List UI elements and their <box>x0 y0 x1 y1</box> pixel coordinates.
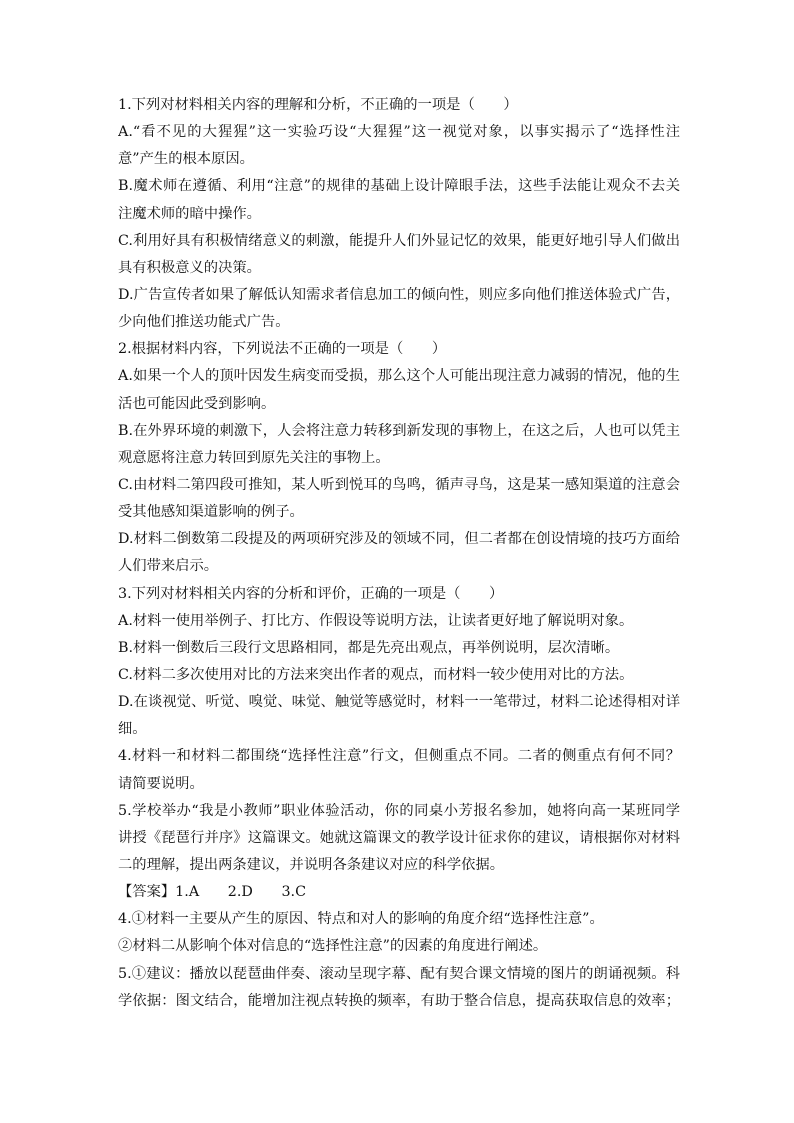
question-1-option-d: D.广告宣传者如果了解低认知需求者信息加工的倾向性，则应多向他们推送体验式广告， <box>118 286 680 303</box>
question-1-option-c: C.利用好具有积极情绪意义的刺激，能提升人们外显记忆的效果，能更好地引导人们做出 <box>118 232 680 249</box>
question-3-option-c: C.材料二多次使用对比的方法来突出作者的观点，而材料一较少使用对比的方法。 <box>118 666 634 683</box>
question-3-option-a: A.材料一使用举例子、打比方、作假设等说明方法，让读者更好地了解说明对象。 <box>118 612 634 629</box>
question-2-option-d: D.材料二倒数第二段提及的两项研究涉及的领域不同，但二者都在创设情境的技巧方面给 <box>118 531 680 548</box>
question-1-option-a-cont: 意”产生的根本原因。 <box>118 151 254 168</box>
question-2-option-a-cont: 活也可能因此受到影响。 <box>118 395 276 412</box>
question-2-option-c-cont: 受其他感知渠道影响的例子。 <box>118 504 304 521</box>
question-5-stem-cont-1: 讲授《琵琶行并序》这篇课文。她就这篇课文的教学设计征求你的建议，请根据你对材料 <box>118 829 680 846</box>
question-1-option-c-cont: 具有积极意义的决策。 <box>118 259 261 276</box>
answer-4-point-1: 4.①材料一主要从产生的原因、特点和对人的影响的角度介绍“选择性注意”。 <box>118 911 604 928</box>
question-2-stem: 2.根据材料内容，下列说法不正确的一项是（ ） <box>118 341 447 358</box>
answer-4-point-2: ②材料二从影响个体对信息的“选择性注意”的因素的角度进行阐述。 <box>118 938 548 955</box>
question-1-option-b-cont: 注魔术师的暗中操作。 <box>118 205 261 222</box>
answer-5-basis-1: 学依据：图文结合，能增加注视点转换的频率，有助于整合信息，提高获取信息的效率； <box>118 992 680 1009</box>
question-1-stem: 1.下列对材料相关内容的理解和分析，不正确的一项是（ ） <box>118 97 518 113</box>
question-5-stem: 5.学校举办“我是小教师”职业体验活动，你的同桌小芳报名参加，她将向高一某班同学 <box>118 802 680 819</box>
question-2-option-d-cont: 人们带来启示。 <box>118 558 219 575</box>
question-1-option-b: B.魔术师在遵循、利用“注意”的规律的基础上设计障眼手法，这些手法能让观众不去关 <box>118 178 680 195</box>
question-2-option-b: B.在外界环境的刺激下，人会将注意力转移到新发现的事物上，在这之后，人也可以凭主 <box>118 422 680 439</box>
question-3-option-d: D.在谈视觉、听觉、嗅觉、味觉、触觉等感觉时，材料一一笔带过，材料二论述得相对详 <box>118 694 680 711</box>
question-3-option-d-cont: 细。 <box>118 721 147 738</box>
answer-key: 【答案】1.A 2.D 3.C <box>118 884 307 901</box>
question-3-stem: 3.下列对材料相关内容的分析和评价，正确的一项是（ ） <box>118 585 504 602</box>
question-5-stem-cont-2: 二的理解，提出两条建议，并说明各条建议对应的科学依据。 <box>118 856 505 873</box>
question-4-stem-cont: 请简要说明。 <box>118 775 204 792</box>
question-2-option-b-cont: 观意愿将注意力转回到原先关注的事物上。 <box>118 449 390 466</box>
question-2-option-c: C.由材料二第四段可推知，某人听到悦耳的鸟鸣，循声寻鸟，这是某一感知渠道的注意会 <box>118 476 680 493</box>
question-3-option-b: B.材料一倒数后三段行文思路相同，都是先亮出观点，再举例说明，层次清晰。 <box>118 639 620 656</box>
question-1-option-a: A.“看不见的大猩猩”这一实验巧设“大猩猩”这一视觉对象，以事实揭示了“选择性注 <box>118 124 680 141</box>
answer-5-suggestion-1: 5.①建议：播放以琵琶曲伴奏、滚动呈现字幕、配有契合课文情境的图片的朗诵视频。科 <box>118 965 680 982</box>
question-4-stem: 4.材料一和材料二都围绕“选择性注意”行文，但侧重点不同。二者的侧重点有何不同？ <box>118 748 680 765</box>
question-1-option-d-cont: 少向他们推送功能式广告。 <box>118 314 290 331</box>
question-2-option-a: A.如果一个人的顶叶因发生病变而受损，那么这个人可能出现注意力减弱的情况，他的生 <box>118 368 680 385</box>
